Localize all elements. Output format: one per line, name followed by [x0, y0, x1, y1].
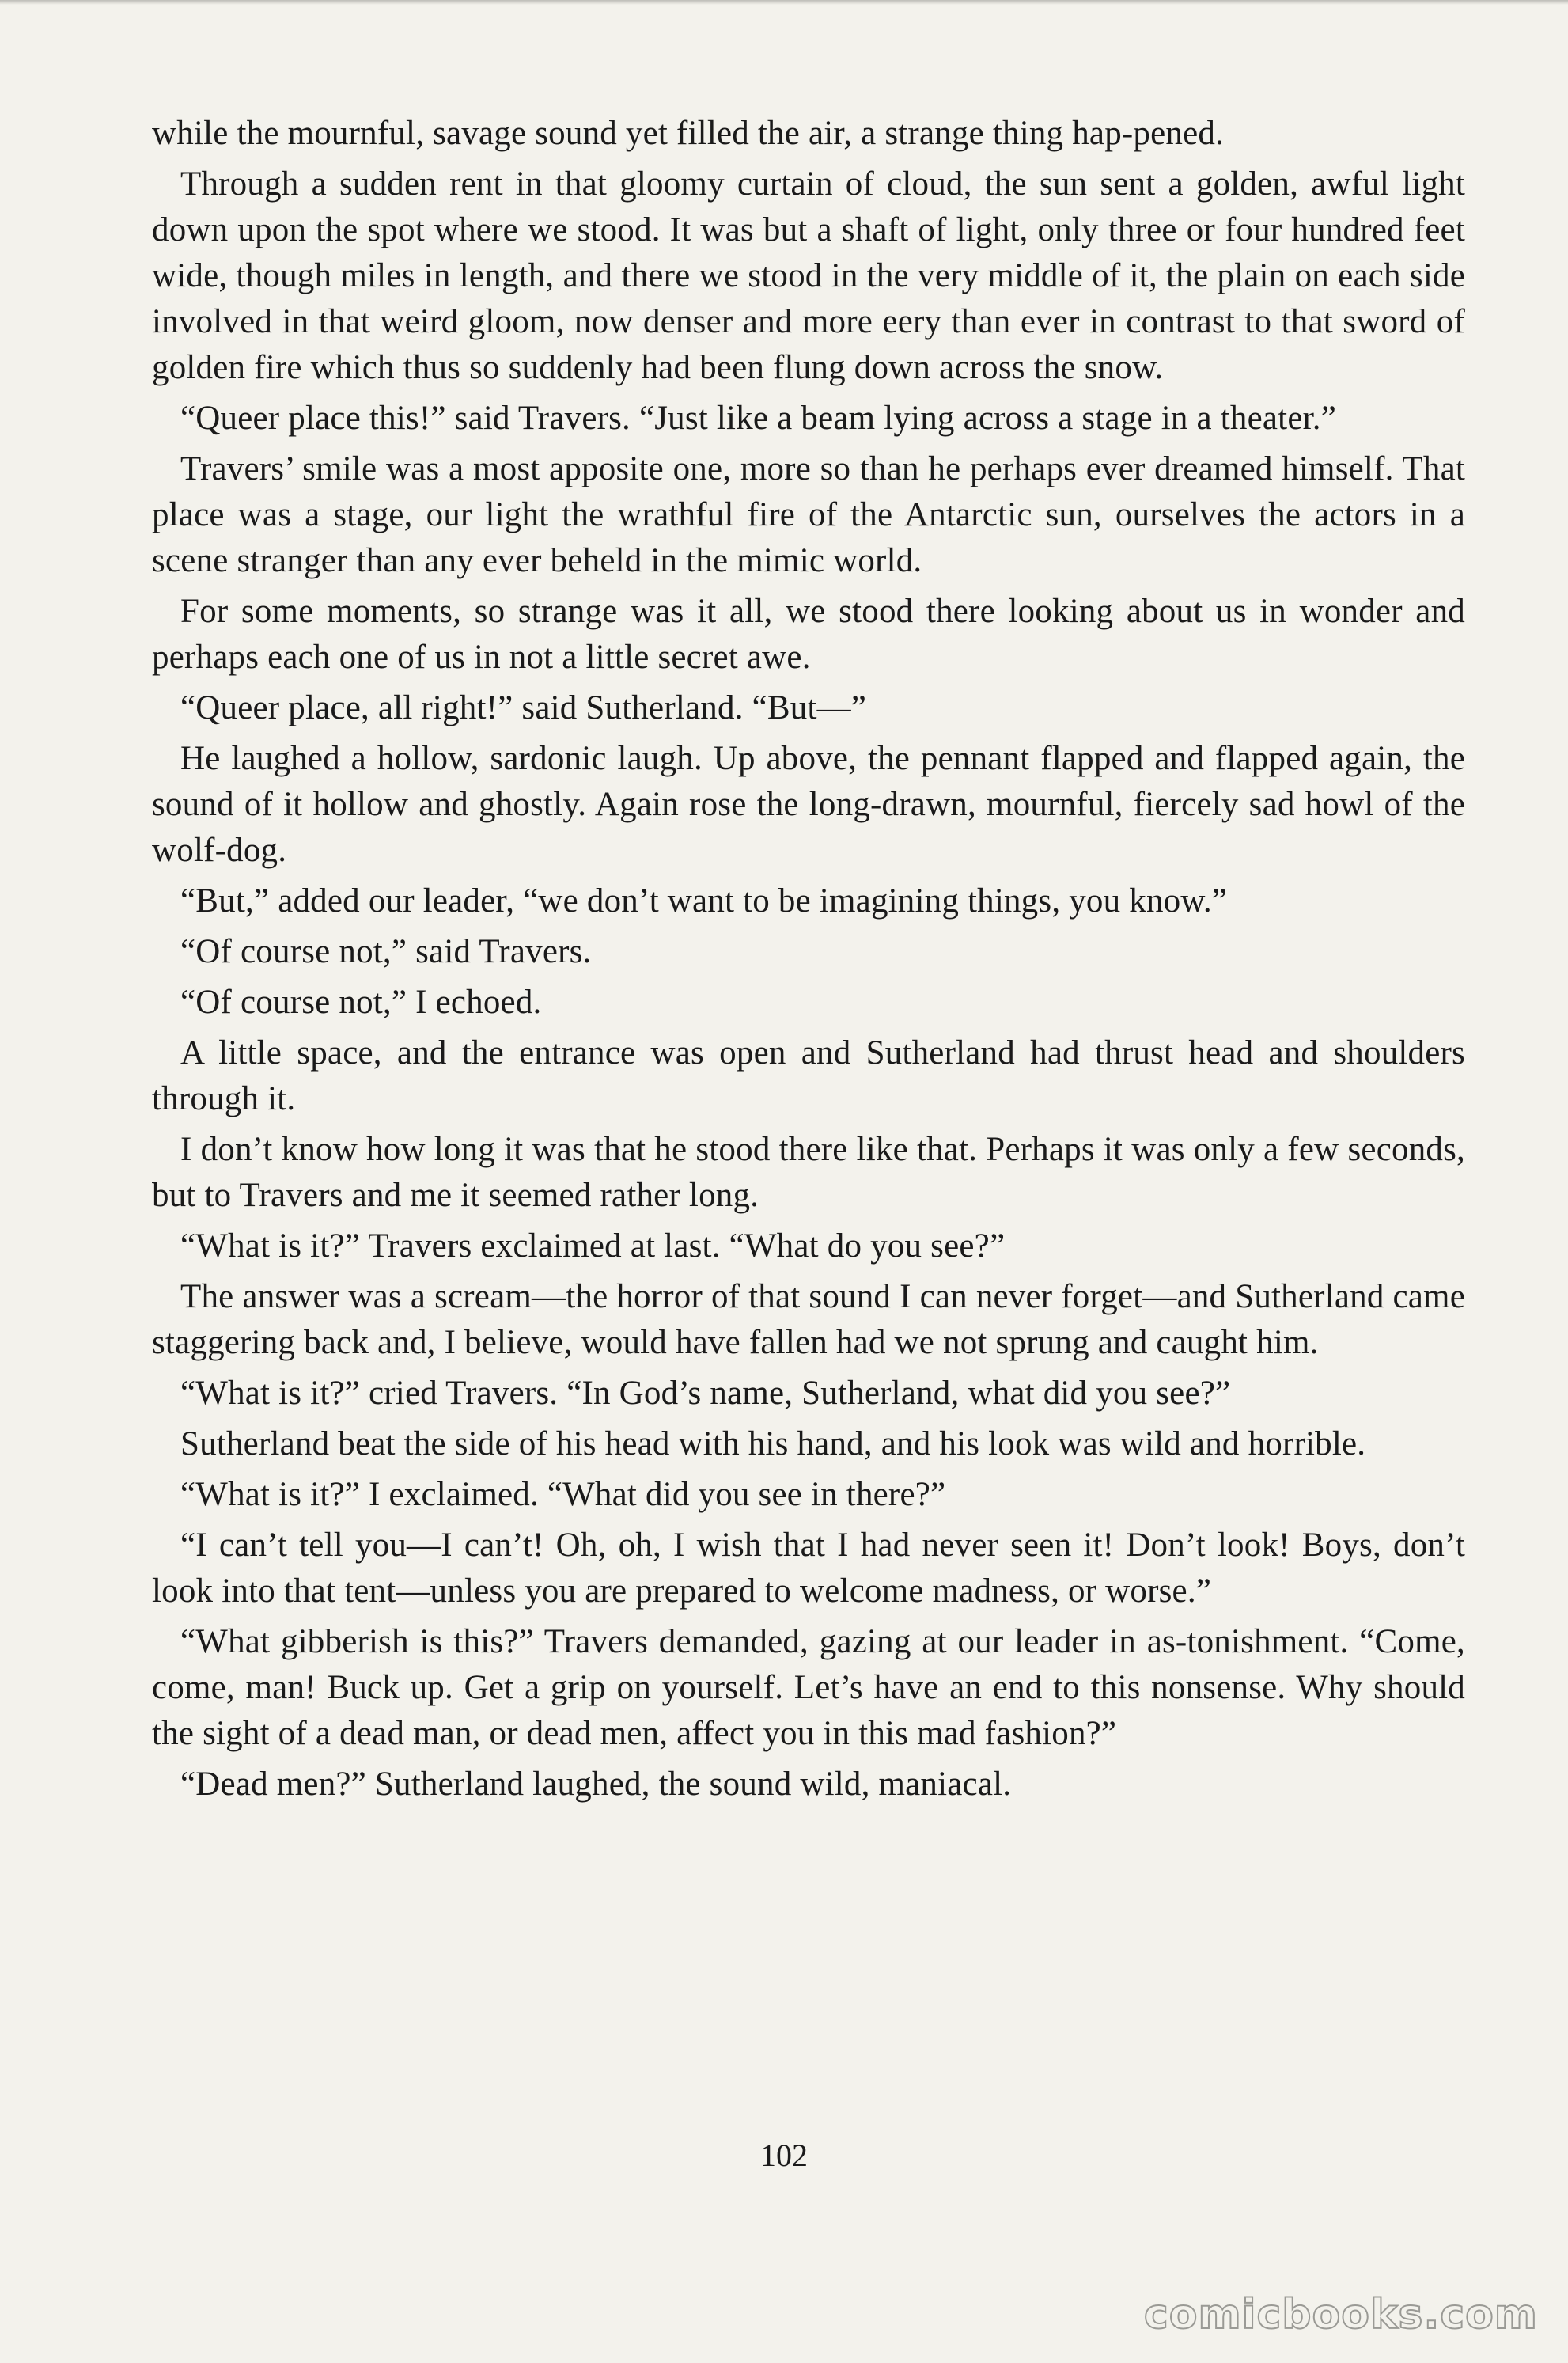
paragraph-8: “But,” added our leader, “we don’t want to be imagining things, you know.”: [180, 882, 1228, 920]
paragraph-5: For some moments, so strange was it all, we stood there looking about us in wonder and perhaps each one of us in not a little secret awe.: [152, 593, 1465, 676]
paragraph-7: He laughed a hollow, sardonic laugh. Up above, the pennant flapped and flapped again, the sound of it hollow and ghostly. Again rose the long-drawn, mournful, fiercely sad howl of the wolf-dog.: [152, 740, 1465, 869]
paragraph-6: “Queer place, all right!” said Sutherland. “But—”: [180, 689, 867, 726]
page-body: [152, 111, 1465, 1812]
paragraph-1: while the mournful, savage sound yet filled the air, a strange thing hap-pened.: [152, 115, 1225, 152]
paragraph-17: “What is it?” I exclaimed. “What did you see in there?”: [180, 1476, 946, 1513]
paragraph-14: The answer was a scream—the horror of that sound I can never forget—and Sutherland came staggering back and, I believe, would have fallen had we not sprung and caught him.: [152, 1278, 1465, 1361]
paragraph-19: “What gibberish is this?” Travers demanded, gazing at our leader in as-tonishment. “Come, come, man! Buck up. Get a grip on yourself. Let’s have an end to this nonsense. Why should the sight of a dead man, or dead men, affect you in this mad fashion?”: [152, 1623, 1465, 1752]
paragraph-4: Travers’ smile was a most apposite one, more so than he perhaps ever dreamed himself. That place was a stage, our light the wrathful fire of the Antarctic sun, ourselves the actors in a scene stranger than any ever beheld in the mimic world.: [152, 450, 1465, 579]
paragraph-13: “What is it?” Travers exclaimed at last. “What do you see?”: [180, 1227, 1006, 1265]
paragraph-2: Through a sudden rent in that gloomy curtain of cloud, the sun sent a golden, awful light down upon the spot where we stood. It was but a shaft of light, only three or four hundred feet wide, though miles in length, and there we stood in the very middle of it, the plain on each side involved in that weird gloom, now denser and more eery than ever in contrast to that sword of golden fire which thus so suddenly had been flung down across the snow.: [152, 165, 1465, 386]
paragraph-11: A little space, and the entrance was open and Sutherland had thrust head and shoulders through it.: [152, 1034, 1465, 1117]
paragraph-18: “I can’t tell you—I can’t! Oh, oh, I wish that I had never seen it! Don’t look! Boys, don’t look into that tent—unless you are prepared to welcome madness, or worse.”: [152, 1527, 1465, 1610]
paragraph-3: “Queer place this!” said Travers. “Just like a beam lying across a stage in a theater.”: [180, 400, 1336, 437]
paragraph-15: “What is it?” cried Travers. “In God’s name, Sutherland, what did you see?”: [180, 1375, 1231, 1412]
scan-edge: [0, 0, 1568, 5]
paragraph-20: “Dead men?” Sutherland laughed, the sound wild, maniacal.: [180, 1766, 1012, 1803]
paragraph-10: “Of course not,” I echoed.: [180, 984, 542, 1021]
page-number: 102: [760, 2137, 808, 2173]
paragraph-16: Sutherland beat the side of his head with his hand, and his look was wild and horrible.: [180, 1425, 1366, 1462]
paragraph-12: I don’t know how long it was that he stood there like that. Perhaps it was only a few seconds, but to Travers and me it seemed rather long.: [152, 1131, 1465, 1214]
paragraph-9: “Of course not,” said Travers.: [180, 933, 592, 970]
watermark-logo: comicbooks.com: [1143, 2291, 1538, 2338]
